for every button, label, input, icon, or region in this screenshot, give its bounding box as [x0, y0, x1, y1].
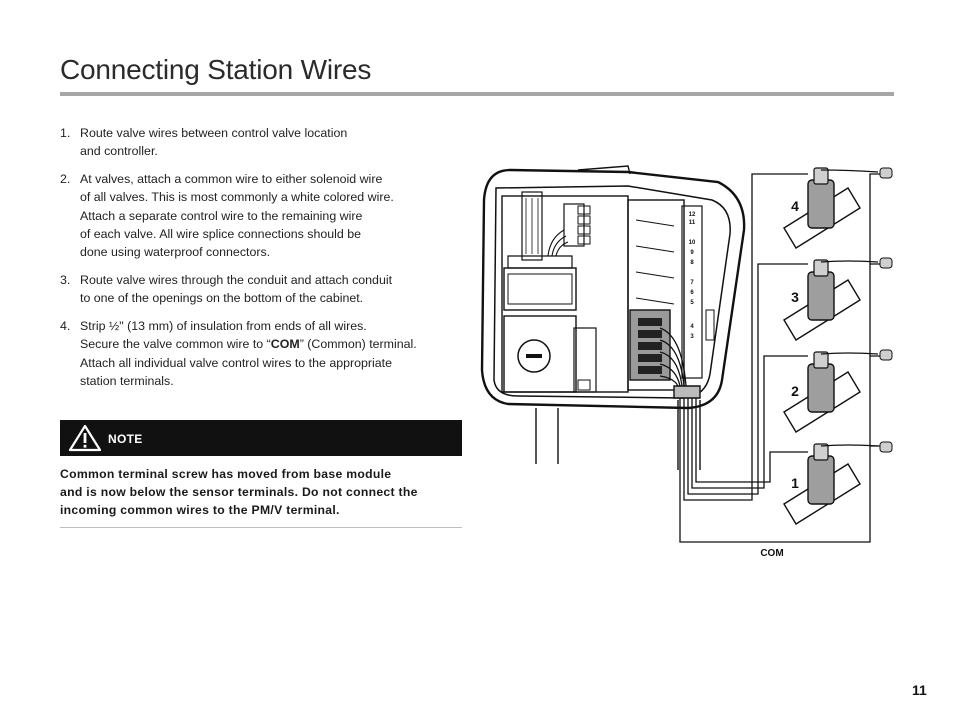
- instruction-steps: [60, 124, 470, 400]
- note-divider: [60, 527, 462, 528]
- step-text: Attach a separate control wire to the remaining wire: [80, 208, 363, 223]
- terminal-label: 8: [690, 260, 694, 266]
- step-text: to one of the openings on the bottom of the cabinet.: [80, 291, 364, 306]
- valve-label-1: 1: [791, 475, 799, 491]
- step-text: Attach all individual valve control wires to the appropriate: [80, 355, 392, 370]
- valve-label-2: 2: [791, 383, 799, 399]
- step-text: Strip ½" (13 mm) of insulation from ends of all wires.: [80, 319, 367, 334]
- terminal-labels: [689, 212, 696, 340]
- terminal-label: 3: [690, 334, 694, 340]
- terminal-label: 5: [690, 300, 694, 306]
- valve-label-3: 3: [791, 289, 799, 305]
- step-number: 1.: [60, 126, 71, 140]
- step-2: [60, 170, 470, 261]
- step-1: [60, 124, 470, 161]
- terminal-label: 6: [690, 290, 694, 296]
- terminal-label: 11: [688, 220, 696, 226]
- step-text: Route valve wires between control valve location: [80, 126, 348, 140]
- page-number: 11: [912, 682, 927, 698]
- terminal-label: 4: [690, 324, 694, 330]
- valve-label-4: 4: [791, 198, 799, 214]
- step-3: [60, 271, 470, 308]
- note-text: Common terminal screw has moved from base module and is now below the sensor terminals. Do not connect the incoming common wires to the PM/V terminal.: [60, 467, 418, 518]
- valve-3: [784, 258, 892, 340]
- step-text-com: Secure the valve common wire to “COM” (Common) terminal.: [80, 337, 417, 352]
- title-divider: [60, 92, 894, 96]
- terminal-label: 10: [688, 240, 696, 246]
- note-label: NOTE: [108, 432, 143, 446]
- step-text: Route valve wires through the conduit and attach conduit: [80, 273, 393, 288]
- valve-4: [784, 168, 892, 248]
- wiring-diagram: [478, 160, 898, 570]
- warning-triangle-icon: [68, 424, 102, 452]
- step-text: of all valves. This is most commonly a white colored wire.: [80, 190, 394, 205]
- step-text: done using waterproof connectors.: [80, 245, 271, 260]
- step-number: 2.: [60, 172, 71, 187]
- step-text: of each valve. All wire splice connections should be: [80, 226, 362, 241]
- step-text: At valves, attach a common wire to either solenoid wire: [80, 172, 383, 187]
- com-emphasis: COM: [270, 337, 300, 352]
- valve-2: [784, 350, 892, 432]
- terminal-label: 12: [688, 212, 696, 218]
- step-number: 4.: [60, 319, 71, 334]
- conduit: [536, 328, 700, 470]
- step-number: 3.: [60, 273, 71, 288]
- controller-cabinet: [482, 166, 744, 408]
- step-text: and controller.: [80, 144, 158, 159]
- terminal-label: 9: [690, 250, 694, 256]
- step-text: station terminals.: [80, 374, 174, 389]
- page-title: Connecting Station Wires: [60, 54, 372, 85]
- terminal-label: 7: [690, 280, 694, 286]
- terminal-block: [630, 310, 670, 380]
- step-4: [60, 317, 470, 390]
- com-label: COM: [760, 548, 784, 559]
- valve-1: [784, 442, 892, 524]
- note-header: [60, 420, 462, 456]
